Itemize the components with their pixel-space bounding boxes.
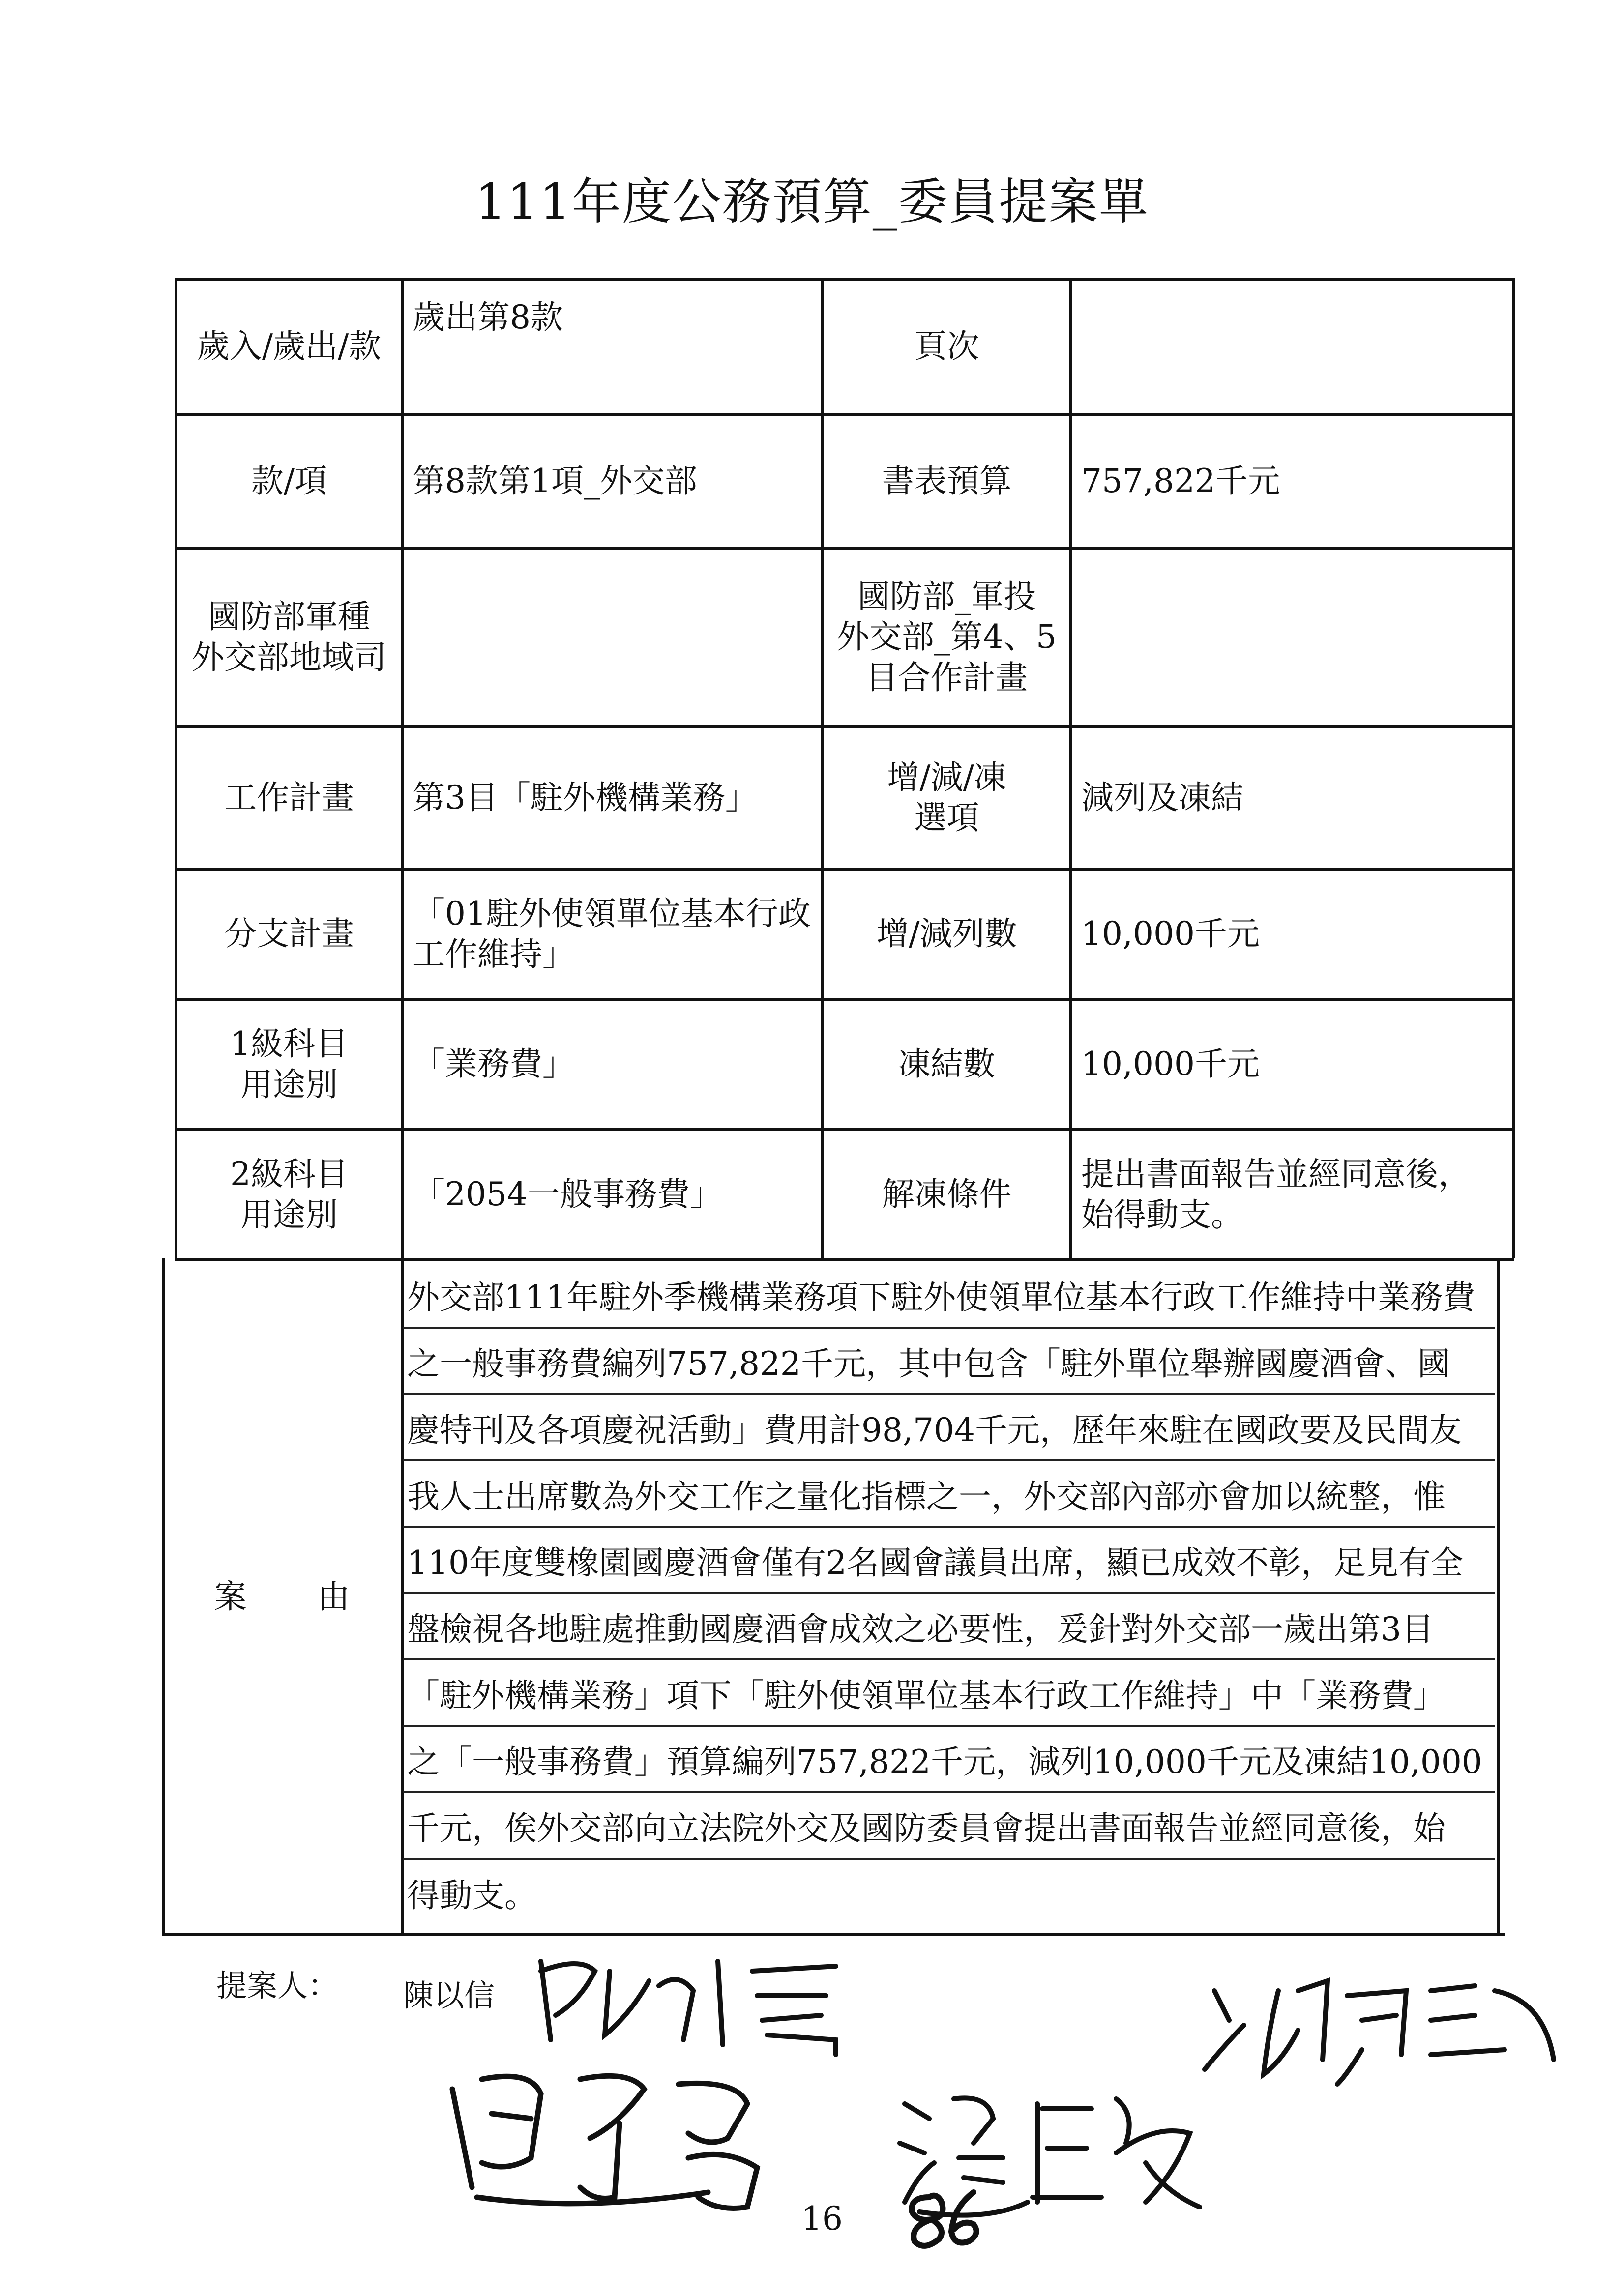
value-budget: 757,822千元 [1081, 462, 1280, 500]
value-level2-subject: 「2054一般事務費」 [413, 1175, 722, 1214]
handwritten-page-number [895, 2182, 993, 2251]
proposer-name: 陳以信 [403, 1977, 495, 2013]
reason-line: 之一般事務費編列757,822千元，其中包含「駐外單位舉辦國慶酒會、國 [403, 1329, 1495, 1395]
label-budget: 書表預算 [882, 462, 1012, 500]
document-title: 111年度公務預算_委員提案單 [475, 173, 1149, 231]
label-page: 頁次 [914, 327, 979, 366]
value-frozen-amount: 10,000千元 [1081, 1045, 1260, 1083]
label-frozen-amount: 凍結數 [898, 1045, 996, 1083]
value-unfreeze-condition: 提出書面報告並經同意後， 始得動支。 [1081, 1155, 1471, 1234]
reason-line: 外交部111年駐外季機構業務項下駐外使領單位基本行政工作維持中業務費 [403, 1262, 1495, 1329]
value-page [1072, 281, 1512, 413]
proposer-label: 提案人： [216, 1968, 339, 2004]
label-reduction-amount: 增/減列數 [876, 915, 1017, 953]
signature-ma [433, 2050, 777, 2227]
label-unfreeze-condition: 解凍條件 [882, 1175, 1012, 1214]
table-border-bottom [162, 1933, 1505, 1936]
label-defense-foreign: 國防部軍種 外交部地域司 [192, 598, 386, 676]
signature-jiang [1200, 1961, 1573, 2099]
table-border-right [1512, 278, 1515, 1258]
page-number: 16 [801, 2200, 843, 2238]
value-section-item: 第8款第1項_外交部 [413, 462, 697, 500]
label-section-item: 款/項 [251, 462, 327, 500]
reason-line: 110年度雙橡園國慶酒會僅有2名國會議員出席，顯已成效不彰，足見有全 [403, 1528, 1495, 1594]
label-category: 歲入/歲出/款 [197, 327, 382, 366]
reason-line: 得動支。 [407, 1877, 537, 1915]
value-branch-plan: 「01駐外使領單位基本行政 工作維持」 [413, 895, 811, 973]
table-border-right-lower [1497, 1258, 1500, 1936]
label-work-plan: 工作計畫 [224, 778, 354, 816]
reason-text [403, 1262, 1495, 1926]
reason-line: 慶特刊及各項慶祝活動」費用計98,704千元，歷年來駐在國政要及民間友 [403, 1395, 1495, 1461]
value-work-plan: 第3目「駐外機構業務」 [413, 778, 758, 816]
label-reason: 案 由 [214, 1578, 352, 1616]
value-cooperation-plan [1072, 550, 1512, 725]
value-level1-subject: 「業務費」 [413, 1045, 575, 1083]
value-reduction-amount: 10,000千元 [1081, 915, 1260, 953]
reason-line: 千元，俟外交部向立法院外交及國防委員會提出書面報告並經同意後，始 [403, 1793, 1495, 1860]
label-branch-plan: 分支計畫 [224, 915, 354, 953]
label-level2-subject: 2級科目 用途別 [230, 1155, 348, 1234]
reason-line: 之「一般事務費」預算編列757,822千元，減列10,000千元及凍結10,000 [403, 1727, 1495, 1793]
reason-line: 我人士出席數為外交工作之量化指標之一，外交部內部亦會加以統整，惟 [403, 1461, 1495, 1528]
value-defense-foreign [404, 550, 821, 725]
label-cooperation-plan: 國防部_軍投 外交部_第4、5 目合作計畫 [837, 577, 1057, 697]
label-action-option: 增/減/凍 選項 [887, 758, 1006, 837]
reason-line: 「駐外機構業務」項下「駐外使領單位基本行政工作維持」中「業務費」 [403, 1660, 1495, 1727]
label-level1-subject: 1級科目 用途別 [230, 1025, 348, 1104]
value-action-option: 減列及凍結 [1081, 778, 1243, 816]
reason-line: 盤檢視各地駐處推動國慶酒會成效之必要性，爰針對外交部一歲出第3目 [403, 1594, 1495, 1660]
value-category: 歲出第8款 [413, 298, 563, 336]
signature-chen [521, 1942, 895, 2060]
